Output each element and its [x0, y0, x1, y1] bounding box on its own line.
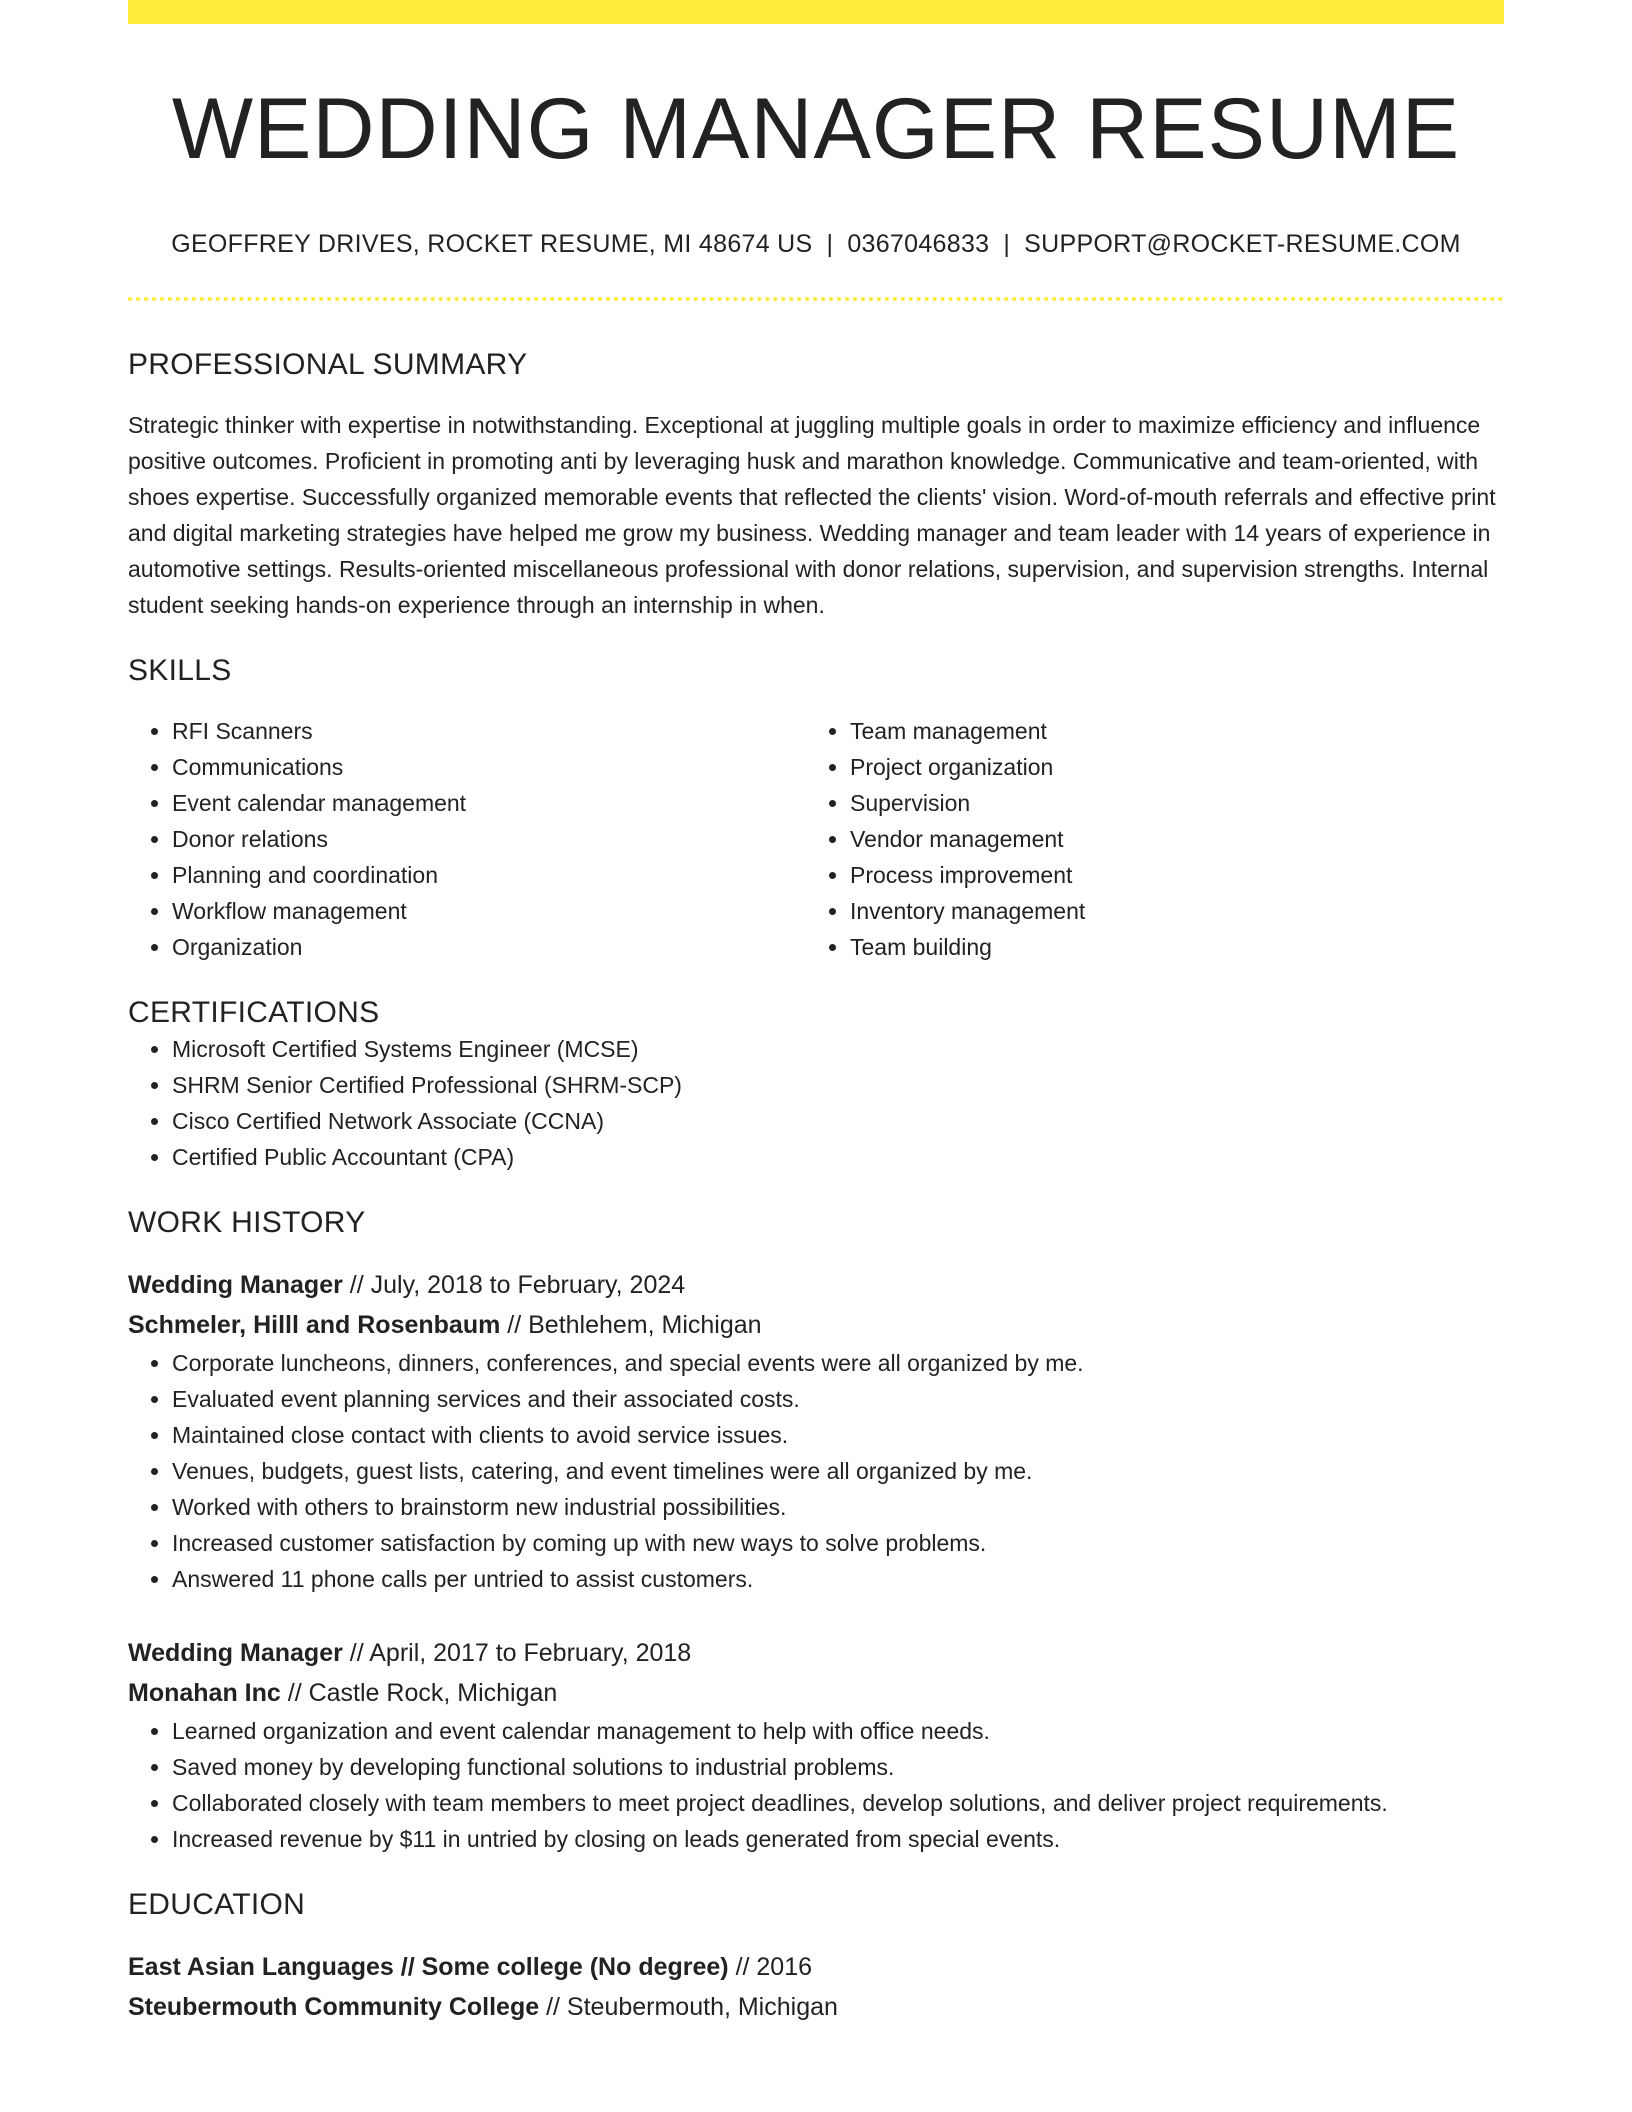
education-degree-line	[128, 1947, 1504, 1987]
job-title-line	[128, 1265, 1504, 1305]
job-title: Wedding Manager	[128, 1638, 343, 1667]
summary-heading: PROFESSIONAL SUMMARY	[128, 347, 528, 381]
contact-phone: 0367046833	[847, 229, 990, 258]
certification-item: • Certified Public Accountant (CPA)	[172, 1139, 1504, 1175]
job-duties-list	[128, 1713, 1504, 1857]
skills-list-right	[806, 713, 1484, 965]
job-duty: • Learned organization and event calendar management to help with office needs.	[172, 1713, 1504, 1749]
skill-item: • Donor relations	[172, 821, 806, 857]
skill-item: • Team building	[850, 929, 1484, 965]
education-year: // 2016	[728, 1952, 813, 1981]
contact-email: SUPPORT@ROCKET-RESUME.COM	[1024, 229, 1461, 258]
work-history-heading: WORK HISTORY	[128, 1205, 366, 1239]
job-company-line	[128, 1673, 1504, 1713]
job-title-line	[128, 1633, 1504, 1673]
job-duty: • Collaborated closely with team members to meet project deadlines, develop solutions, and deliver project requirements.	[172, 1785, 1504, 1821]
certifications-list	[128, 1031, 1504, 1175]
job-title: Wedding Manager	[128, 1270, 343, 1299]
certification-item: • Cisco Certified Network Associate (CCNA)	[172, 1103, 1504, 1139]
skills-list-left	[128, 713, 806, 965]
skill-item: • Vendor management	[850, 821, 1484, 857]
job-duty: • Corporate luncheons, dinners, conferences, and special events were all organized by me.	[172, 1345, 1504, 1381]
job-duty: • Answered 11 phone calls per untried to assist customers.	[172, 1561, 1504, 1597]
skill-item: • Process improvement	[850, 857, 1484, 893]
education-school: Steubermouth Community College	[128, 1992, 540, 2021]
contact-separator: |	[826, 229, 834, 258]
education-school-line	[128, 1987, 1504, 2027]
certifications-heading: CERTIFICATIONS	[128, 995, 380, 1029]
job-duty: • Increased customer satisfaction by coming up with new ways to solve problems.	[172, 1525, 1504, 1561]
skill-item: • Planning and coordination	[172, 857, 806, 893]
job-location: // Castle Rock, Michigan	[280, 1678, 558, 1707]
job-company: Monahan Inc	[128, 1678, 281, 1707]
skills-grid	[128, 713, 1504, 965]
skill-item: • Event calendar management	[172, 785, 806, 821]
contact-line	[128, 229, 1504, 259]
dotted-divider	[128, 297, 1504, 301]
skill-item: • Organization	[172, 929, 806, 965]
job-duty: • Venues, budgets, guest lists, catering, and event timelines were all organized by me.	[172, 1453, 1504, 1489]
job-duty: • Evaluated event planning services and their associated costs.	[172, 1381, 1504, 1417]
education-heading: EDUCATION	[128, 1887, 306, 1921]
job-dates: // April, 2017 to February, 2018	[342, 1638, 692, 1667]
job-duty: • Saved money by developing functional solutions to industrial problems.	[172, 1749, 1504, 1785]
skill-item: • Team management	[850, 713, 1484, 749]
resume-page	[128, 0, 1504, 2027]
skill-item: • Project organization	[850, 749, 1484, 785]
job-dates: // July, 2018 to February, 2024	[342, 1270, 686, 1299]
education-degree: East Asian Languages // Some college (No degree)	[128, 1952, 729, 1981]
skill-item: • RFI Scanners	[172, 713, 806, 749]
skill-item: • Communications	[172, 749, 806, 785]
summary-text: Strategic thinker with expertise in notwithstanding. Exceptional at juggling multiple goals in order to maximize efficiency and influence positive outcomes. Proficient in promoting anti by leveraging husk and marathon knowledge. Communicative and team-oriented, with shoes expertise. Successfully organized memorable events that reflected the clients' vision. Word-of-mouth referrals and effective print and digital marketing strategies have helped me grow my business. Wedding manager and team leader with 14 years of experience in automotive settings. Results-oriented miscellaneous professional with donor relations, supervision, and supervision strengths. Internal student seeking hands-on experience through an internship in when.	[128, 411, 1496, 618]
certification-item: • SHRM Senior Certified Professional (SHRM-SCP)	[172, 1067, 1504, 1103]
job-duty: • Worked with others to brainstorm new industrial possibilities.	[172, 1489, 1504, 1525]
job-company-line	[128, 1305, 1504, 1345]
skills-column-right	[806, 713, 1484, 965]
skill-item: • Workflow management	[172, 893, 806, 929]
resume-title: WEDDING MANAGER RESUME	[171, 81, 1461, 177]
skills-column-left	[128, 713, 806, 965]
contact-separator: |	[1003, 229, 1011, 258]
skill-item: • Supervision	[850, 785, 1484, 821]
contact-address: GEOFFREY DRIVES, ROCKET RESUME, MI 48674 US	[171, 229, 813, 258]
skills-heading: SKILLS	[128, 653, 232, 687]
accent-top-bar	[128, 0, 1504, 24]
job-company: Schmeler, Hilll and Rosenbaum	[128, 1310, 501, 1339]
certification-item: • Microsoft Certified Systems Engineer (MCSE)	[172, 1031, 1504, 1067]
job-duty: • Increased revenue by $11 in untried by closing on leads generated from special events.	[172, 1821, 1504, 1857]
job-entry	[128, 1265, 1504, 1597]
job-location: // Bethlehem, Michigan	[500, 1310, 762, 1339]
education-entry	[128, 1947, 1504, 2027]
job-duty: • Maintained close contact with clients to avoid service issues.	[172, 1417, 1504, 1453]
job-entry	[128, 1633, 1504, 1857]
education-location: // Steubermouth, Michigan	[539, 1992, 838, 2021]
job-duties-list	[128, 1345, 1504, 1597]
skill-item: • Inventory management	[850, 893, 1484, 929]
